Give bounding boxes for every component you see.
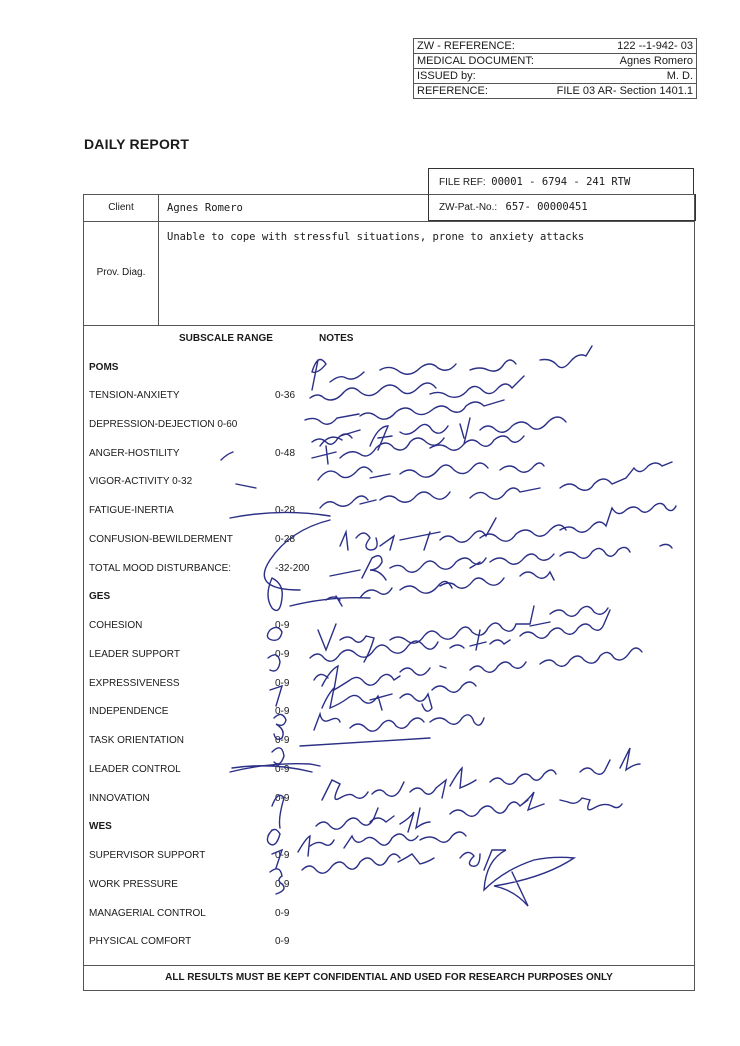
- ref-value: FILE 03 AR- Section 1401.1: [556, 85, 693, 97]
- file-ref-label: FILE REF:: [439, 177, 486, 188]
- scale-name: VIGOR-ACTIVITY 0-32: [89, 476, 193, 487]
- ref-row: [414, 84, 696, 98]
- scale-row: [89, 907, 290, 921]
- scale-range: 0-48: [275, 448, 296, 459]
- scale-range: 0-9: [275, 735, 290, 746]
- subscale-range-header: SUBSCALE RANGE: [179, 333, 273, 344]
- client-row: [84, 195, 694, 222]
- scale-name: COHESION: [89, 620, 143, 631]
- scale-name: ANGER-HOSTILITY: [89, 448, 180, 459]
- scale-name: EXPRESSIVENESS: [89, 678, 180, 689]
- confidentiality-footer: ALL RESULTS MUST BE KEPT CONFIDENTIAL AND USED FOR RESEARCH PURPOSES ONLY: [84, 965, 694, 993]
- ref-value: M. D.: [666, 70, 693, 82]
- scale-name: WORK PRESSURE: [89, 879, 178, 890]
- page-title: DAILY REPORT: [84, 136, 190, 152]
- scale-row: [89, 734, 290, 748]
- scale-name: FATIGUE-INERTIA: [89, 505, 174, 516]
- reference-box: [413, 38, 697, 99]
- scale-name: INNOVATION: [89, 793, 150, 804]
- ref-row: [414, 39, 696, 54]
- diagnosis-row: [84, 221, 694, 326]
- scale-name: TASK ORIENTATION: [89, 735, 185, 746]
- scale-row: [89, 562, 310, 576]
- pat-no-value: 657- 00000451: [505, 201, 588, 213]
- scale-range: 0-9: [275, 908, 290, 919]
- scale-row: [89, 849, 290, 863]
- ref-label: ISSUED by:: [417, 70, 476, 82]
- scale-name: INDEPENDENCE: [89, 706, 169, 717]
- scale-range: 0-9: [275, 764, 290, 775]
- scale-name: MANAGERIAL CONTROL: [89, 908, 206, 919]
- scale-row: [89, 878, 290, 892]
- notes-header: NOTES: [319, 333, 354, 344]
- scale-range: 0-28: [275, 534, 296, 545]
- scale-row: [89, 533, 296, 547]
- scale-row: [89, 389, 296, 403]
- diagnosis-value: Unable to cope with stressful situations, prone to anxiety attacks: [167, 231, 585, 243]
- ref-label: MEDICAL DOCUMENT:: [417, 55, 534, 67]
- report-form: [83, 194, 695, 991]
- scale-range: 0-9: [275, 936, 290, 947]
- scale-row: [89, 447, 296, 461]
- scale-name: PHYSICAL COMFORT: [89, 936, 192, 947]
- scale-name: LEADER CONTROL: [89, 764, 181, 775]
- scale-row: [89, 763, 290, 777]
- scale-range: 0-9: [275, 850, 290, 861]
- scale-range: -32-200: [275, 563, 310, 574]
- scale-row: [89, 705, 290, 719]
- scale-row: [89, 619, 290, 633]
- scale-range: 0-9: [275, 793, 290, 804]
- scale-range: 0-9: [275, 678, 290, 689]
- patient-number: [428, 194, 696, 221]
- scale-range: 0-9: [275, 879, 290, 890]
- scale-row: [89, 935, 290, 949]
- scale-name: TENSION-ANXIETY: [89, 390, 180, 401]
- scale-range: 0-9: [275, 706, 290, 717]
- scale-range: 0-9: [275, 649, 290, 660]
- scale-row: [89, 475, 192, 489]
- ref-label: ZW - REFERENCE:: [417, 40, 515, 52]
- scale-name: DEPRESSION-DEJECTION 0-60: [89, 419, 238, 430]
- pat-no-label: ZW-Pat.-No.:: [439, 202, 498, 213]
- scale-range: 0-9: [275, 620, 290, 631]
- scale-row: [89, 677, 290, 691]
- section-ges: GES: [89, 591, 111, 602]
- scale-row: [89, 792, 290, 806]
- client-label: Client: [84, 195, 159, 221]
- scale-name: CONFUSION-BEWILDERMENT: [89, 534, 233, 545]
- ref-row: [414, 69, 696, 84]
- section-wes: WES: [89, 821, 112, 832]
- file-ref: [428, 168, 694, 194]
- scale-name: TOTAL MOOD DISTURBANCE:: [89, 563, 232, 574]
- ref-value: Agnes Romero: [619, 55, 693, 67]
- scale-range: 0-36: [275, 390, 296, 401]
- client-value: Agnes Romero: [167, 202, 243, 214]
- scale-row: [89, 504, 296, 518]
- ref-label: REFERENCE:: [417, 85, 488, 97]
- ref-row: [414, 54, 696, 69]
- ref-value: 122 --1-942- 03: [617, 40, 693, 52]
- scale-row: [89, 418, 237, 432]
- scale-name: LEADER SUPPORT: [89, 649, 180, 660]
- section-poms: POMS: [89, 362, 119, 373]
- diagnosis-label: Prov. Diag.: [84, 221, 159, 325]
- scale-name: SUPERVISOR SUPPORT: [89, 850, 206, 861]
- file-ref-value: 00001 - 6794 - 241 RTW: [491, 176, 631, 188]
- scale-range: 0-28: [275, 505, 296, 516]
- scale-row: [89, 648, 290, 662]
